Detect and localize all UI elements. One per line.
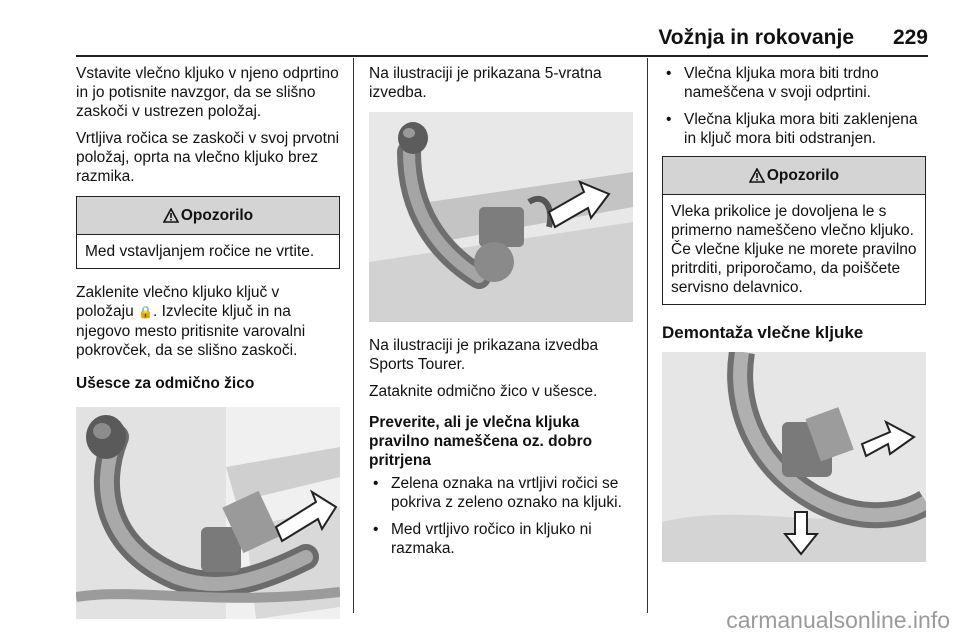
bullet-no-gap: • Med vrtljivo ročico in kljuko ni razmaka. <box>373 521 592 557</box>
warning-box-2-header <box>663 157 925 195</box>
warning-box-1 <box>76 196 340 269</box>
illustration-5-door <box>369 112 633 322</box>
warning-box-1-text: Med vstavljanjem ročice ne vrtite. <box>85 243 315 260</box>
warning-triangle-icon <box>163 208 179 223</box>
column-1 <box>76 64 340 619</box>
towbar-removal-illustration <box>662 352 926 562</box>
column-divider-2 <box>647 58 648 613</box>
warning-box-1-header <box>77 197 339 235</box>
bullet-green-mark: • Zelena oznaka na vrtljivi ročici se pokriva z zeleno oznako na kljuki. <box>373 475 622 511</box>
towbar-eyelet-illustration <box>76 407 340 619</box>
header-rule <box>76 55 928 57</box>
paragraph-attach-cable: Zataknite odmično žico v ušesce. <box>369 383 598 400</box>
lock-icon: 🔒 <box>138 305 153 319</box>
subheading-check-fitting: Preverite, ali je vlečna kljuka pravilno nameščena oz. dobro pritrjena <box>369 414 593 469</box>
illustration-remove-hook <box>662 352 926 562</box>
caption-5-door: Na ilustraciji je prikazana 5-vratna izvedba. <box>369 65 602 101</box>
warning-box-2-title: Opozorilo <box>766 167 840 184</box>
bullet-hook-locked: • Vlečna kljuka mora biti zaklenjena in ključ mora biti odstranjen. <box>666 111 918 147</box>
paragraph-lever-snap: Vrtljiva ročica se zaskoči v svoj prvotni položaj, oprta na vlečno kljuko brez razmika. <box>76 130 340 185</box>
watermark: carmanualsonline.info <box>726 607 950 633</box>
heading-remove-hook: Demontaža vlečne kljuke <box>662 323 864 342</box>
bullet-icon: • <box>666 111 672 128</box>
header-title: Vožnja in rokovanje <box>658 26 854 49</box>
warning-triangle-icon <box>749 168 765 183</box>
column-3 <box>662 64 926 562</box>
towbar-5-door-illustration <box>369 112 633 322</box>
bullet-icon: • <box>373 521 379 538</box>
column-2 <box>369 64 633 566</box>
bullet-icon: • <box>373 475 379 492</box>
column-divider-1 <box>353 58 354 613</box>
bullet-icon: • <box>666 65 672 82</box>
page-header <box>76 26 928 56</box>
subheading-eyelet: Ušesce za odmično žico <box>76 375 255 392</box>
paragraph-insert-hook: Vstavite vlečno kljuko v njeno odprtino in jo potisnite navzgor, da se slišno zaskoči v ustrezen položaj. <box>76 65 339 120</box>
paragraph-lock-key: Zaklenite vlečno kljuko ključ v položaju 🔒. Izvlecite ključ in na njegovo mesto pritisnite varovalni pokrovček, da se slišno zaskoči. <box>76 284 306 359</box>
caption-sports-tourer: Na ilustraciji je prikazana izvedba Sports Tourer. <box>369 337 599 373</box>
warning-box-2-text: Vleka prikolice je dovoljena le s primerno nameščeno vlečno kljuko. Če vlečne kljuke ne morete pravilno pritrditi, priporočamo, da poiščete servisno delavnico. <box>671 203 917 296</box>
warning-box-1-title: Opozorilo <box>180 207 254 224</box>
illustration-eyelet <box>76 407 340 619</box>
bullet-hook-secure: • Vlečna kljuka mora biti trdno nameščena v svoji odprtini. <box>666 65 879 101</box>
page-number: 229 <box>892 26 928 49</box>
warning-box-2 <box>662 156 926 305</box>
